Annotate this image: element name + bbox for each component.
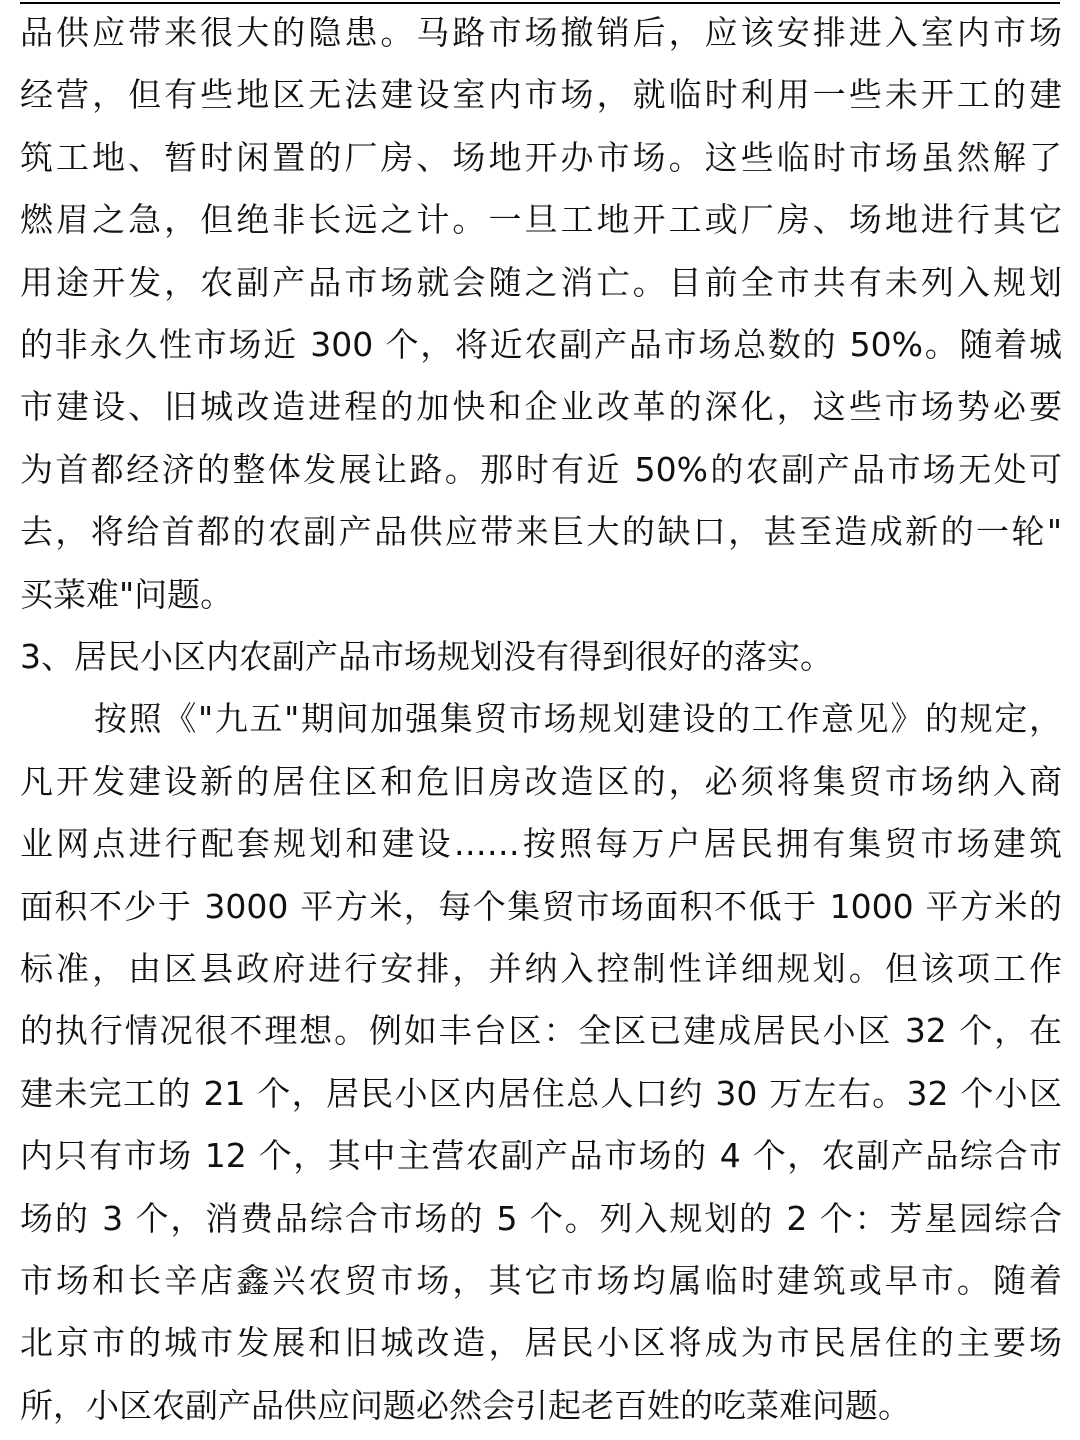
text-line: 的执行情况很不理想。例如丰台区：全区已建成居民小区 32 个，在 xyxy=(20,1011,1062,1051)
text-line: 标准，由区县政府进行安排，并纳入控制性详细规划。但该项工作 xyxy=(20,949,1062,988)
text-line: 经营，但有些地区无法建设室内市场，就临时利用一些未开工的建 xyxy=(20,75,1062,115)
text-line: 3、居民小区内农副产品市场规划没有得到很好的落实。 xyxy=(20,637,833,676)
text-line: 去，将给首都的农副产品供应带来巨大的缺口，甚至造成新的一轮" xyxy=(20,512,1062,552)
text-line: 场的 3 个，消费品综合市场的 5 个。列入规划的 2 个：芳星园综合 xyxy=(20,1198,1062,1238)
text-line: 凡开发建设新的居住区和危旧房改造区的，必须将集贸市场纳入商 xyxy=(20,761,1062,801)
text-line: 为首都经济的整体发展让路。那时有近 50%的农副产品市场无处可 xyxy=(20,449,1062,489)
text-line: 北京市的城市发展和旧城改造，居民小区将成为市民居住的主要场 xyxy=(20,1323,1062,1363)
text-line: 所，小区农副产品供应问题必然会引起老百姓的吃菜难问题。 xyxy=(20,1385,911,1425)
text-line: 市建设、旧城改造进程的加快和企业改革的深化，这些市场势必要 xyxy=(20,387,1062,427)
text-line: 市场和长辛店鑫兴农贸市场，其它市场均属临时建筑或早市。随着 xyxy=(20,1261,1062,1300)
text-line: 内只有市场 12 个，其中主营农副产品市场的 4 个，农副产品综合市 xyxy=(20,1136,1062,1176)
text-line: 建未完工的 21 个，居民小区内居住总人口约 30 万左右。32 个小区 xyxy=(20,1073,1062,1113)
text-line: 用途开发，农副产品市场就会随之消亡。目前全市共有未列入规划 xyxy=(20,262,1062,302)
text-line: 买菜难"问题。 xyxy=(20,574,234,614)
text-line: 按照《"九五"期间加强集贸市场规划建设的工作意见》的规定， xyxy=(94,699,1062,739)
text-line: 燃眉之急，但绝非长远之计。一旦工地开工或厂房、场地进行其它 xyxy=(20,200,1062,240)
text-line: 业网点进行配套规划和建设……按照每万户居民拥有集贸市场建筑 xyxy=(20,824,1062,864)
text-line: 的非永久性市场近 300 个，将近农副产品市场总数的 50%。随着城 xyxy=(20,325,1062,364)
text-line: 筑工地、暂时闲置的厂房、场地开办市场。这些临时市场虽然解了 xyxy=(20,137,1062,177)
text-line: 品供应带来很大的隐患。马路市场撤销后，应该安排进入室内市场 xyxy=(20,13,1062,52)
text-line: 面积不少于 3000 平方米，每个集贸市场面积不低于 1000 平方米的 xyxy=(20,886,1062,926)
